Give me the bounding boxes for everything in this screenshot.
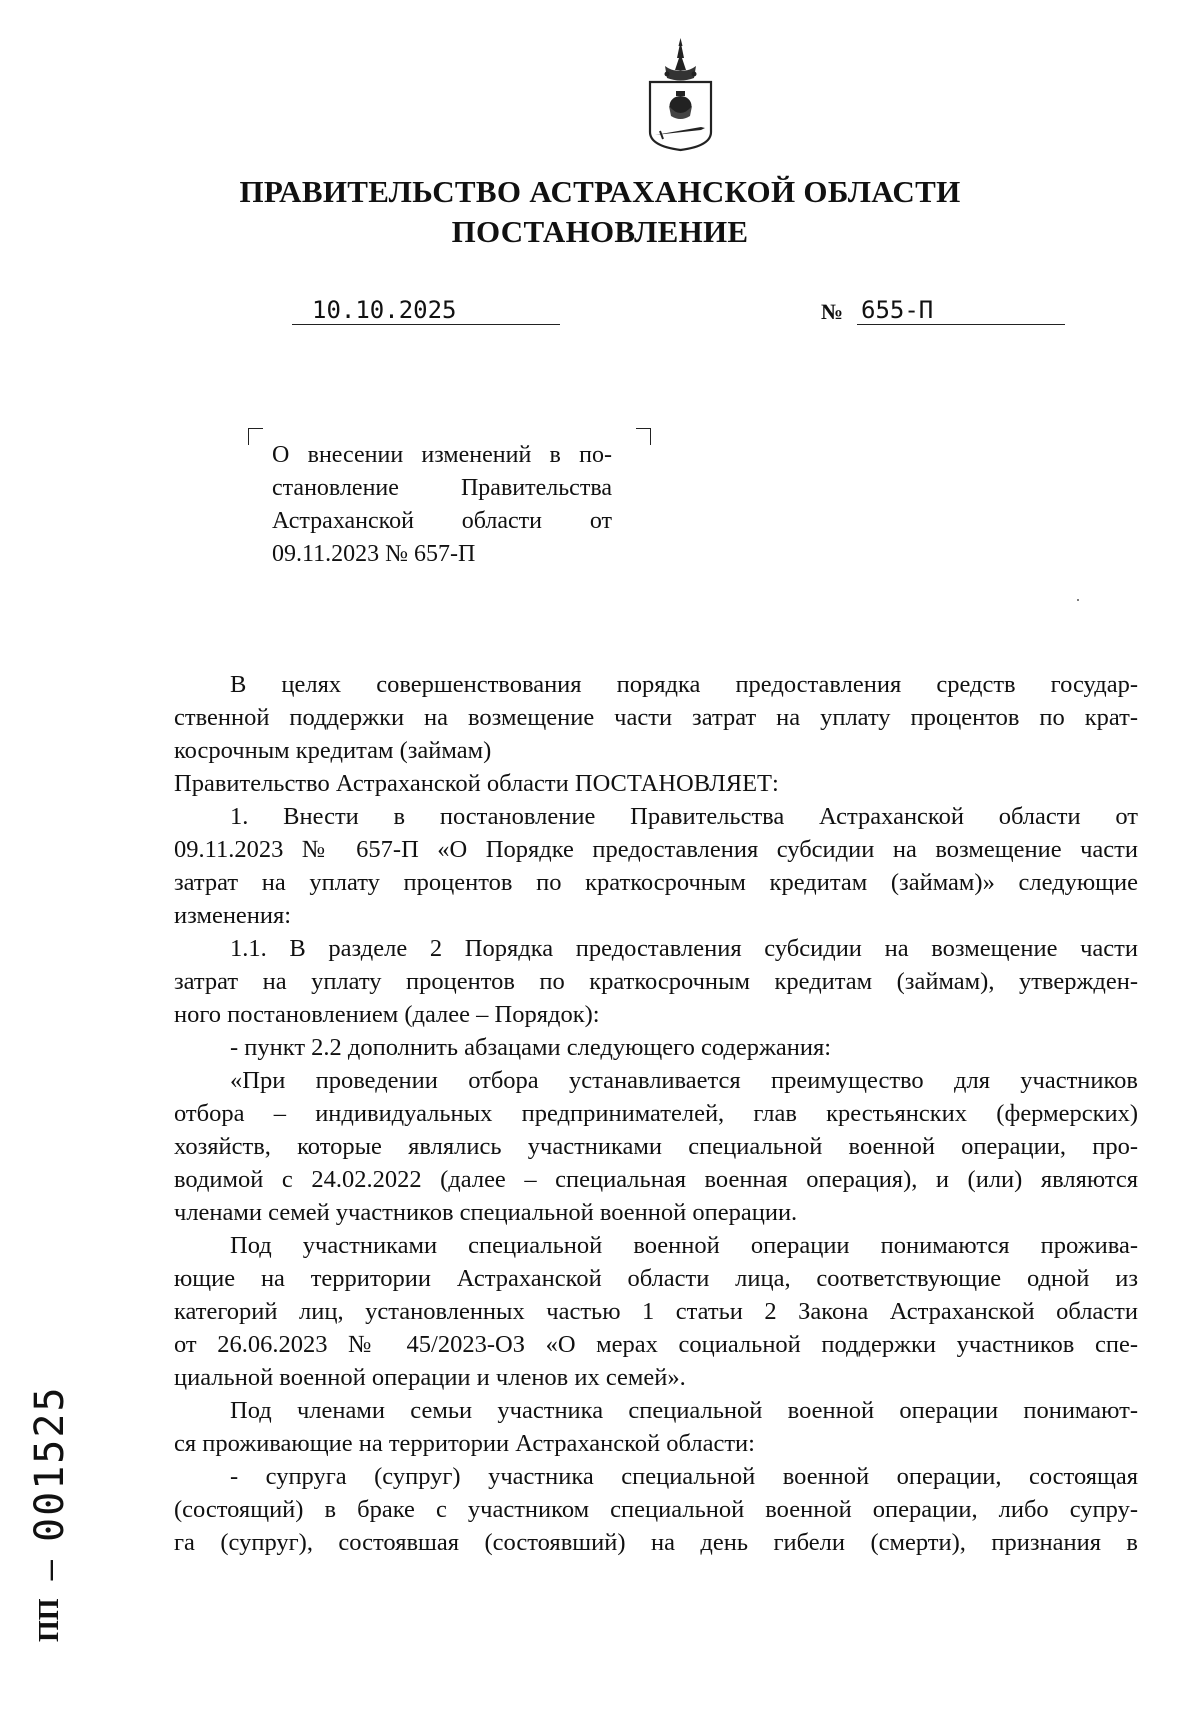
body-line: циальной военной операции и членов их семей». [174, 1364, 686, 1391]
body-line: 09.11.2023 № 657-П «О Порядке предоставления субсидии на возмещение части [174, 836, 1138, 863]
scan-speck [1077, 599, 1079, 601]
stamp-number: 001525 [27, 1385, 73, 1542]
subject-corner-mark-right [636, 428, 651, 445]
document-body [174, 668, 1138, 1559]
stamp-dash: – [30, 1559, 70, 1581]
body-line: хозяйств, которые являлись участниками специальной военной операции, про- [174, 1133, 1138, 1160]
body-line: 1.1. В разделе 2 Порядка предоставления субсидии на возмещение части [230, 935, 1138, 962]
government-name: ПРАВИТЕЛЬСТВО АСТРАХАНСКОЙ ОБЛАСТИ [239, 174, 961, 209]
body-line: затрат на уплату процентов по краткосрочным кредитам (займам)» следующие [174, 869, 1138, 896]
body-line: Под участниками специальной военной операции понимаются прожива- [230, 1232, 1138, 1259]
document-number: 655-П [857, 296, 1065, 325]
number-label: № [821, 299, 844, 324]
body-line: - пункт 2.2 дополнить абзацами следующего содержания: [230, 1034, 832, 1061]
body-line: «При проведении отбора устанавливается преимущество для участников [230, 1067, 1138, 1094]
document-date: 10.10.2025 [292, 296, 560, 325]
body-line: категорий лиц, установленных частью 1 статьи 2 Закона Астраханской области [174, 1298, 1138, 1325]
registration-stamp [20, 1372, 80, 1642]
subject-corner-mark-left [248, 428, 263, 445]
body-line: затрат на уплату процентов по краткосрочным кредитам (займам), утвержден- [174, 968, 1138, 995]
body-line: от 26.06.2023 № 45/2023-ОЗ «О мерах социальной поддержки участников спе- [174, 1331, 1138, 1358]
body-line: - супруга (супруг) участника специальной военной операции, состоящая [230, 1463, 1138, 1490]
body-line: изменения: [174, 902, 292, 929]
body-line: (состоящий) в браке с участником специальной военной операции, либо супру- [174, 1496, 1138, 1523]
government-title [0, 172, 1200, 252]
subject-line: Астраханской области от [272, 508, 612, 534]
body-line: водимой с 24.02.2022 (далее – специальная военная операция), и (или) являются [174, 1166, 1138, 1193]
body-line: ного постановлением (далее – Порядок): [174, 1001, 600, 1028]
body-line: 1. Внести в постановление Правительства Астраханской области от [230, 803, 1138, 830]
document-type: ПОСТАНОВЛЕНИЕ [451, 214, 749, 249]
body-line: ющие на территории Астраханской области лица, соответствующие одной из [174, 1265, 1138, 1292]
body-line: Правительство Астраханской области ПОСТАНОВЛЯЕТ: [174, 770, 779, 797]
body-line: В целях совершенствования порядка предоставления средств государ- [230, 671, 1138, 698]
stamp-prefix: ПП [34, 1598, 65, 1642]
coat-of-arms-emblem [643, 36, 718, 154]
body-line: га (супруг), состоявшая (состоявший) на день гибели (смерти), признания в [174, 1529, 1138, 1556]
subject-line: 09.11.2023 № 657-П [272, 541, 476, 567]
body-line: косрочным кредитам (займам) [174, 737, 492, 764]
body-line: ственной поддержки на возмещение части затрат на уплату процентов по крат- [174, 704, 1138, 731]
subject-line: О внесении изменений в по- [272, 442, 612, 468]
subject-line: становление Правительства [272, 475, 612, 501]
document-subject [272, 439, 612, 571]
body-line: членами семей участников специальной военной операции. [174, 1199, 798, 1226]
body-line: Под членами семьи участника специальной военной операции понимают- [230, 1397, 1138, 1424]
body-line: ся проживающие на территории Астраханской области: [174, 1430, 755, 1457]
body-line: отбора – индивидуальных предпринимателей, глав крестьянских (фермерских) [174, 1100, 1138, 1127]
